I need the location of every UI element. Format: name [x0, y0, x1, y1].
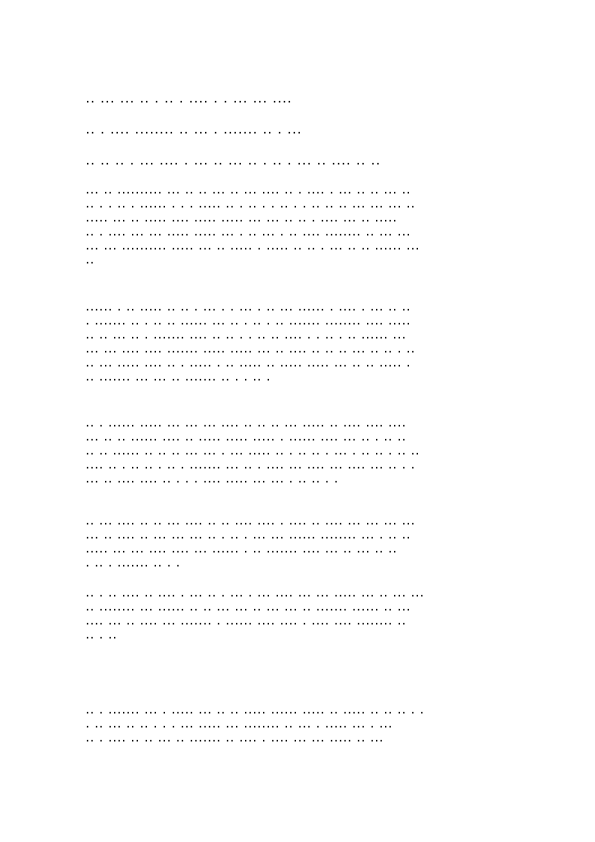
paragraph-line: ··· ··· ·········· ····· ··· ·· ····· · ····· ·· ·· · ··· ·· ·· ······ ···	[85, 245, 420, 255]
paragraph-line: ··· ·· ···· ···· ·· · · · ···· ····· ··· ··· · ·· ·· · ·	[85, 478, 338, 488]
paragraph	[85, 420, 515, 490]
heading-line	[85, 129, 515, 140]
paragraph-line: ··· ·· ·········· ··· ·· ·· ··· ·· ··· ···· ·· · ···· · ··· ·· ·· ··· ··	[85, 189, 411, 199]
paragraph-line: · ·· · ······· ·· · ·	[85, 562, 180, 572]
paragraph-line: ·· ··· ····· ···· ·· · ····· · ·· ····· ·· ····· ····· ··· ·· ·· ····· ·	[85, 362, 411, 372]
paragraph-line: ······ · ·· ····· ·· ·· · ··· · · ··· · ·· ··· ······ · ···· · ··· ·· ··	[85, 306, 411, 316]
paragraph-line: ·· · ···· ··· ··· ····· ····· ··· · ·· ··· · ·· ···· ········ ·· ··· ···	[85, 231, 411, 241]
paragraph	[85, 590, 515, 646]
heading-line	[85, 98, 515, 109]
paragraph-line: ··· ··· ···· ···· ······· ····· ····· ··· ·· ···· ·· ·· ·· ··· ·· ·· · ··	[85, 348, 415, 358]
paragraph-line: ·· · ······· ··· · ····· ··· ·· ·· ····· ······ ····· ·· ····· ·· ·· ·· · ·	[85, 709, 424, 719]
paragraph	[85, 304, 515, 388]
heading-text: ·· ·· ·· · ··· ···· · ··· ·· ··· ·· · ·· · ··· ·· ···· ·· ··	[85, 160, 381, 170]
paragraph-line: · ······· ·· · ·· ·· ······ ··· ·· · ·· · ·· ······· ········ ···· ·····	[85, 320, 411, 330]
paragraph-line: ····· ··· ··· ···· ···· ··· ······ · ·· ······· ···· ··· ·· ··· ·· ··	[85, 548, 397, 558]
heading-text: ·· ··· ··· ·· · ·· · ···· · · ··· ··· ····	[85, 98, 292, 108]
paragraph-line: ·· · ··	[85, 634, 117, 644]
paragraph-line: ····· ··· ·· ····· ···· ····· ····· ··· ··· ·· ·· · ···· ··· ·· ·····	[85, 217, 397, 227]
paragraph-line: ·· ········ ··· ······ ·· ·· ··· ··· ·· ··· ··· ·· ······· ······ ·· ···	[85, 606, 411, 616]
paragraph-line: ···· ·· · ·· ·· · ·· · ······· ··· ·· · ···· ··· ···· ··· ···· ··· ·· · ·	[85, 464, 415, 474]
paragraph-line: ··	[85, 259, 95, 269]
paragraph-line: ·· · ······ ····· ··· ··· ··· ···· ·· ·· ·· ··· ····· ·· ···· ···· ····	[85, 422, 406, 432]
heading-text: ·· · ···· ········ ·· ··· · ······· ·· · ···	[85, 129, 302, 139]
paragraph-line: ·· · ···· ·· ·· ··· ·· ······· ·· ···· · ···· ··· ··· ····· ·· ···	[85, 737, 384, 747]
paragraph	[85, 187, 515, 271]
heading-line	[85, 160, 515, 171]
paragraph-line: ·· ·· ··· ·· · ······· ···· ·· ·· · · ·· ·· ···· · · ·· · ·· ······ ···	[85, 334, 406, 344]
paragraph-line: · ·· ··· ·· ·· · · · ··· ····· ··· ········ ·· ··· · ····· ··· · ···	[85, 723, 393, 733]
paragraph-line: ·· ·· ······ ·· ·· ·· ··· ··· · ··· ····· ·· · ·· ·· · ··· · ·· ·· · ·· ··	[85, 450, 420, 460]
paragraph-line: ··· ·· ···· ·· ··· ··· ··· ·· · ·· · ··· ··· ······ ········ ··· · ·· ··	[85, 534, 411, 544]
paragraph-line: ···· ··· ·· ···· ··· ······· · ······ ···· ···· · ···· ···· ········ ··	[85, 620, 406, 630]
paragraph-line: ·· ······· ··· ··· ·· ······· ·· · · ·· ·	[85, 376, 271, 386]
paragraph-line: ·· · ·· ···· ·· ···· · ··· ·· · ··· · ··· ···· ··· ··· ····· ··· ·· ··· ···	[85, 592, 424, 602]
paragraph	[85, 707, 515, 749]
paragraph	[85, 518, 515, 574]
paragraph-line: ··· ·· ·· ······ ···· ·· ····· ····· ····· · ······ ···· ··· ·· · ·· ··	[85, 436, 406, 446]
paragraph-line: ·· · · ·· · ······ · · · ····· ·· · ·· · · ·· · · ·· ·· ·· ··· ··· ··· ··	[85, 203, 415, 213]
paragraph-line: ·· ··· ···· ·· ·· ··· ···· ·· ·· ···· ···· · ···· ·· ···· ··· ··· ··· ···	[85, 520, 415, 530]
